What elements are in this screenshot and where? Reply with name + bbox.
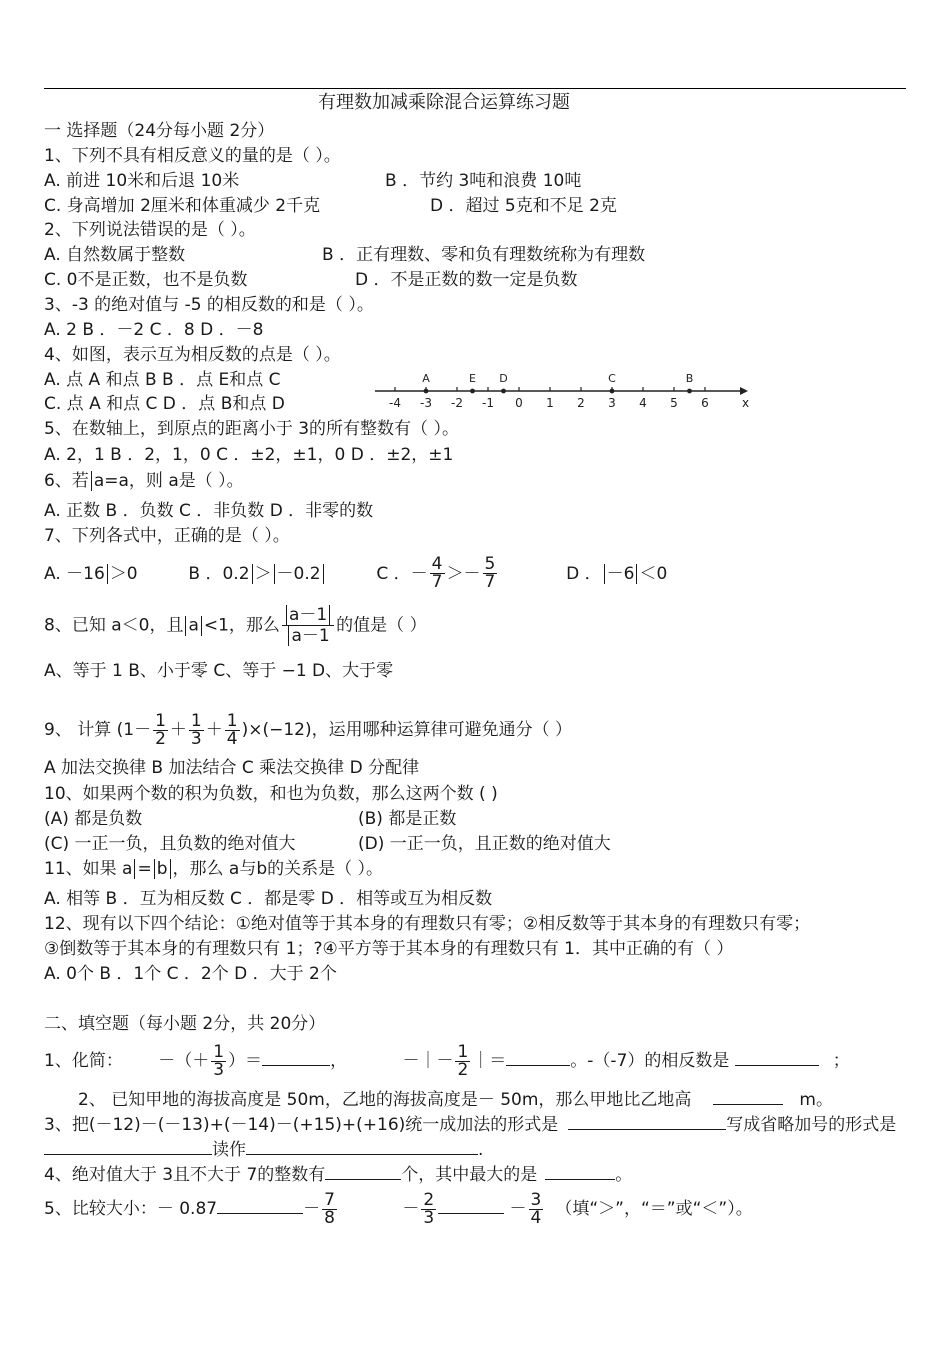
q8-den: a－1 xyxy=(291,626,330,646)
q8-stem xyxy=(44,605,427,646)
fill-3-mid: 写成省略加号的形式是 xyxy=(726,1115,897,1135)
fraction xyxy=(153,710,168,749)
fill-1-comma: ， xyxy=(330,1051,348,1071)
axis-label: x xyxy=(742,396,750,410)
denominator: 4 xyxy=(530,1207,542,1228)
fraction xyxy=(211,1041,226,1080)
point-marker xyxy=(687,389,692,394)
abs-bar xyxy=(636,564,637,584)
denominator xyxy=(282,626,334,646)
numerator: 4 xyxy=(431,554,443,574)
q6-stem-pre: 6、若 xyxy=(44,471,89,491)
denominator: 7 xyxy=(431,572,443,592)
numerator: 3 xyxy=(530,1189,542,1210)
tick-label: 4 xyxy=(639,396,647,410)
answer-blank[interactable] xyxy=(713,1088,783,1105)
q7-b-mid: ＞ xyxy=(254,563,272,584)
numerator: 1 xyxy=(213,1041,225,1062)
tick-label: -4 xyxy=(389,396,401,410)
fill-1-c: 。-（-7）的相反数是 xyxy=(570,1051,730,1071)
point-marker xyxy=(501,389,506,394)
page-title: 有理数加减乘除混合运算练习题 xyxy=(318,92,570,113)
fill-4-mid: 个，其中最大的是 xyxy=(401,1165,538,1185)
point-marker xyxy=(610,389,615,394)
fraction xyxy=(225,710,240,749)
minus-sign: － xyxy=(509,1199,527,1219)
fill-5-end: （填“＞”，“＝”或“＜”）。 xyxy=(555,1199,753,1219)
number-line-figure xyxy=(370,368,750,410)
numerator: 7 xyxy=(324,1189,335,1210)
plus-sign: ＋ xyxy=(169,720,187,740)
tick-label: -2 xyxy=(451,396,463,410)
tick-label: 3 xyxy=(608,396,616,410)
q7-c-mid: ＞－ xyxy=(446,563,481,584)
fill-5 xyxy=(44,1188,753,1230)
q5-options: A. 2，1 B ．2，1，0 C ．±2，±1，0 D ．±2，±1 xyxy=(44,445,454,465)
point-label: A xyxy=(422,372,430,385)
fraction xyxy=(430,556,445,591)
fraction xyxy=(529,1189,544,1228)
q11-stem-post: ，那么 a与b的关系是（ ）。 xyxy=(172,859,384,879)
q3-options: A. 2 B ．－2 C ．8 D ．－8 xyxy=(44,320,264,340)
q11-a: a xyxy=(122,859,133,879)
numerator: 1 xyxy=(457,1041,469,1062)
q9-stem xyxy=(44,712,572,748)
q10-option-c: (C) 一正一负，且负数的绝对值大 xyxy=(44,834,296,854)
section-choice-heading: 一 选择题（24分每小题 2分） xyxy=(44,121,275,141)
q2-option-d: D ．不是正数的数一定是负数 xyxy=(355,270,578,290)
fraction xyxy=(282,605,334,646)
q7-stem: 7、下列各式中，正确的是（ ）。 xyxy=(44,526,290,546)
fill-5-pre: 5、比较大小：－ 0.87 xyxy=(44,1199,218,1219)
q7-a-text: A. －16 xyxy=(44,563,105,584)
q8-abs: a xyxy=(188,615,199,636)
q1-option-a: A. 前进 10米和后退 10米 xyxy=(44,171,240,191)
q12-options: A. 0个 B ．1个 C ．2个 D ．大于 2个 xyxy=(44,964,337,984)
fill-2-text: 2、 已知甲地的海拔高度是 50m，乙地的海拔高度是－ 50m，那么甲地比乙地高 xyxy=(78,1090,692,1110)
fill-3-read: 读作 xyxy=(212,1140,246,1160)
q4-options-cd: C. 点 A 和点 C D ．点 B和点 D xyxy=(44,394,285,414)
tick-label: -3 xyxy=(420,396,432,410)
fraction xyxy=(421,1189,436,1228)
q1-option-d: D ．超过 5克和不足 2克 xyxy=(430,196,617,216)
q2-option-b: B ．正有理数、零和负有理数统称为有理数 xyxy=(322,245,646,265)
q6-stem xyxy=(44,470,244,492)
q9-pre: 9、 计算 (1－ xyxy=(44,720,152,740)
fraction xyxy=(322,1189,337,1228)
q7-d-abs: －6 xyxy=(606,563,635,584)
q10-option-a: (A) 都是负数 xyxy=(44,809,143,829)
abs-bar xyxy=(170,859,171,879)
q7-option-a xyxy=(44,564,138,584)
denominator: 4 xyxy=(226,728,238,749)
q2-option-a: A. 自然数属于整数 xyxy=(44,245,186,265)
denominator: 2 xyxy=(155,728,166,749)
q7-options xyxy=(44,556,667,591)
fill-3-pre: 3、把(－12)－(－13)+(－14)－(+15)+(+16)统一成加法的形式是 xyxy=(44,1115,559,1135)
q11-options: A. 相等 B ．互为相反数 C ．都是零 D ．相等或互为相反数 xyxy=(44,889,493,909)
q3-stem: 3、-3 的绝对值与 -5 的相反数的和是（ ）。 xyxy=(44,295,374,315)
fill-1-a2: ）＝ xyxy=(228,1051,263,1071)
answer-blank[interactable] xyxy=(735,1049,819,1066)
answer-blank[interactable] xyxy=(545,1163,615,1180)
q7-b-post: －0.2 xyxy=(276,563,321,584)
tick-label: -1 xyxy=(482,396,494,410)
fill-1 xyxy=(44,1040,850,1082)
q12-line2: ③倒数等于其本身的有理数只有 1；?④平方等于其本身的有理数只有 1．其中正确的有（ ） xyxy=(44,939,734,959)
q8-stem-post: 的值是（ ） xyxy=(336,615,427,636)
q1-stem: 1、下列不具有相反意义的量的是（ ）。 xyxy=(44,146,341,166)
answer-blank[interactable] xyxy=(44,1138,212,1155)
section-fill-heading: 二、填空题（每小题 2分，共 20分） xyxy=(44,1014,326,1034)
q10-stem: 10、如果两个数的积为负数，和也为负数，那么这两个数 ( ) xyxy=(44,784,498,804)
q11-stem-pre: 11、如果 xyxy=(44,859,117,879)
abs-bar xyxy=(329,605,330,625)
q6-stem-post: =a，则 a是（ ）。 xyxy=(104,471,244,491)
fill-3-end: . xyxy=(478,1140,484,1160)
tick-label: 5 xyxy=(670,396,678,410)
abs-bar xyxy=(185,616,186,636)
q6-abs-value: a xyxy=(93,471,105,491)
q4-stem: 4、如图，表示互为相反数的点是（ ）。 xyxy=(44,345,341,365)
denominator: 8 xyxy=(324,1207,335,1228)
q2-stem: 2、下列说法错误的是（ ）。 xyxy=(44,220,256,240)
numerator: 1 xyxy=(155,710,166,731)
q1-option-c: C. 身高增加 2厘米和体重减少 2千克 xyxy=(44,196,321,216)
q7-option-d xyxy=(566,564,667,584)
minus-sign: － xyxy=(303,1199,321,1219)
answer-blank[interactable] xyxy=(262,1049,330,1066)
numerator: 5 xyxy=(484,554,496,574)
answer-blank[interactable] xyxy=(568,1113,726,1130)
fill-3-line2 xyxy=(44,1138,483,1161)
q8-stem-pre: 8、已知 a＜0，且 xyxy=(44,615,184,636)
q8-stem-mid: <1，那么 xyxy=(203,615,280,636)
answer-blank[interactable] xyxy=(506,1049,570,1066)
tick-label: 1 xyxy=(546,396,554,410)
answer-blank[interactable] xyxy=(217,1197,303,1214)
q12-line1: 12、现有以下四个结论：①绝对值等于其本身的有理数只有零；②相反数等于其本身的有理数只有零； xyxy=(44,914,811,934)
plus-sign: ＋ xyxy=(205,720,223,740)
denominator: 3 xyxy=(190,728,202,749)
point-label: D xyxy=(499,372,508,385)
q10-option-b: (B) 都是正数 xyxy=(358,809,457,829)
top-rule xyxy=(44,88,906,89)
q11-b: b xyxy=(156,859,168,879)
q7-d-pre: D ． xyxy=(566,563,602,584)
q8-options: A、等于 1 B、小于零 C、等于 −1 D、大于零 xyxy=(44,661,394,681)
fill-2 xyxy=(44,1088,833,1111)
q6-options: A. 正数 B ．负数 C ．非负数 D ．非零的数 xyxy=(44,501,374,521)
q4-options-ab: A. 点 A 和点 B B ．点 E和点 C xyxy=(44,370,281,390)
q7-a-post: ＞0 xyxy=(109,563,138,584)
fill-1-b1: －｜－ xyxy=(402,1051,454,1071)
q10-option-d: (D) 一正一负，且正数的绝对值大 xyxy=(358,834,611,854)
numerator xyxy=(282,605,334,626)
point-label: B xyxy=(685,372,694,385)
fill-1-end: ； xyxy=(832,1051,850,1071)
minus-sign: － xyxy=(402,1199,420,1219)
point-label: E xyxy=(469,372,476,385)
abs-bar xyxy=(201,616,202,636)
fill-2-unit: m。 xyxy=(799,1090,833,1110)
numerator: 1 xyxy=(226,710,238,731)
tick-label: 2 xyxy=(577,396,585,410)
q7-b-text: B ．0.2 xyxy=(188,563,250,584)
q11-eq: = xyxy=(137,859,152,879)
numerator: 1 xyxy=(190,710,202,731)
q8-num: a－1 xyxy=(288,605,328,625)
denominator: 7 xyxy=(484,572,496,592)
fill-1-a1: －（＋ xyxy=(158,1051,210,1071)
fraction xyxy=(483,556,498,591)
fill-1-b2: ｜＝ xyxy=(472,1051,507,1071)
abs-bar xyxy=(154,859,155,879)
q11-stem xyxy=(44,858,383,880)
tick-label: 0 xyxy=(515,396,523,410)
denominator: 2 xyxy=(457,1059,469,1080)
tick-label: 6 xyxy=(701,396,709,410)
numerator: 2 xyxy=(423,1189,435,1210)
fraction xyxy=(455,1041,470,1080)
denominator: 3 xyxy=(213,1059,225,1080)
answer-blank[interactable] xyxy=(325,1163,401,1180)
q7-c-pre: C ．－ xyxy=(376,563,428,584)
q1-option-b: B ．节约 3吨和浪费 10吨 xyxy=(385,171,582,191)
q9-options: A 加法交换律 B 加法结合 C 乘法交换律 D 分配律 xyxy=(44,758,420,778)
point-marker xyxy=(470,389,475,394)
abs-bar xyxy=(274,564,275,584)
q7-option-c xyxy=(376,554,499,592)
q2-option-c: C. 0不是正数，也不是负数 xyxy=(44,270,248,290)
q5-stem: 5、在数轴上，到原点的距离小于 3的所有整数有（ ）。 xyxy=(44,419,459,439)
point-marker xyxy=(424,389,429,394)
q7-d-post: ＜0 xyxy=(639,563,668,584)
abs-bar xyxy=(252,564,253,584)
abs-bar xyxy=(91,471,92,491)
q7-option-b xyxy=(188,564,325,584)
abs-bar xyxy=(286,605,287,625)
fill-4-end: 。 xyxy=(615,1165,633,1185)
fraction xyxy=(189,710,204,749)
fill-1-pre: 1、化简： xyxy=(44,1051,123,1071)
fill-3-line1 xyxy=(44,1113,896,1136)
answer-blank[interactable] xyxy=(438,1197,504,1214)
fill-4 xyxy=(44,1163,632,1186)
axis-arrow-icon xyxy=(740,387,748,395)
fill-4-pre: 4、绝对值大于 3且不大于 7的整数有 xyxy=(44,1165,326,1185)
abs-bar xyxy=(107,564,108,584)
denominator: 3 xyxy=(423,1207,435,1228)
q9-post: )×(−12)，运用哪种运算律可避免通分（ ） xyxy=(241,720,572,740)
answer-blank[interactable] xyxy=(246,1138,478,1155)
abs-bar xyxy=(604,564,605,584)
abs-bar xyxy=(134,859,135,879)
abs-bar xyxy=(323,564,324,584)
point-label: C xyxy=(608,372,616,385)
abs-bar xyxy=(288,626,289,646)
